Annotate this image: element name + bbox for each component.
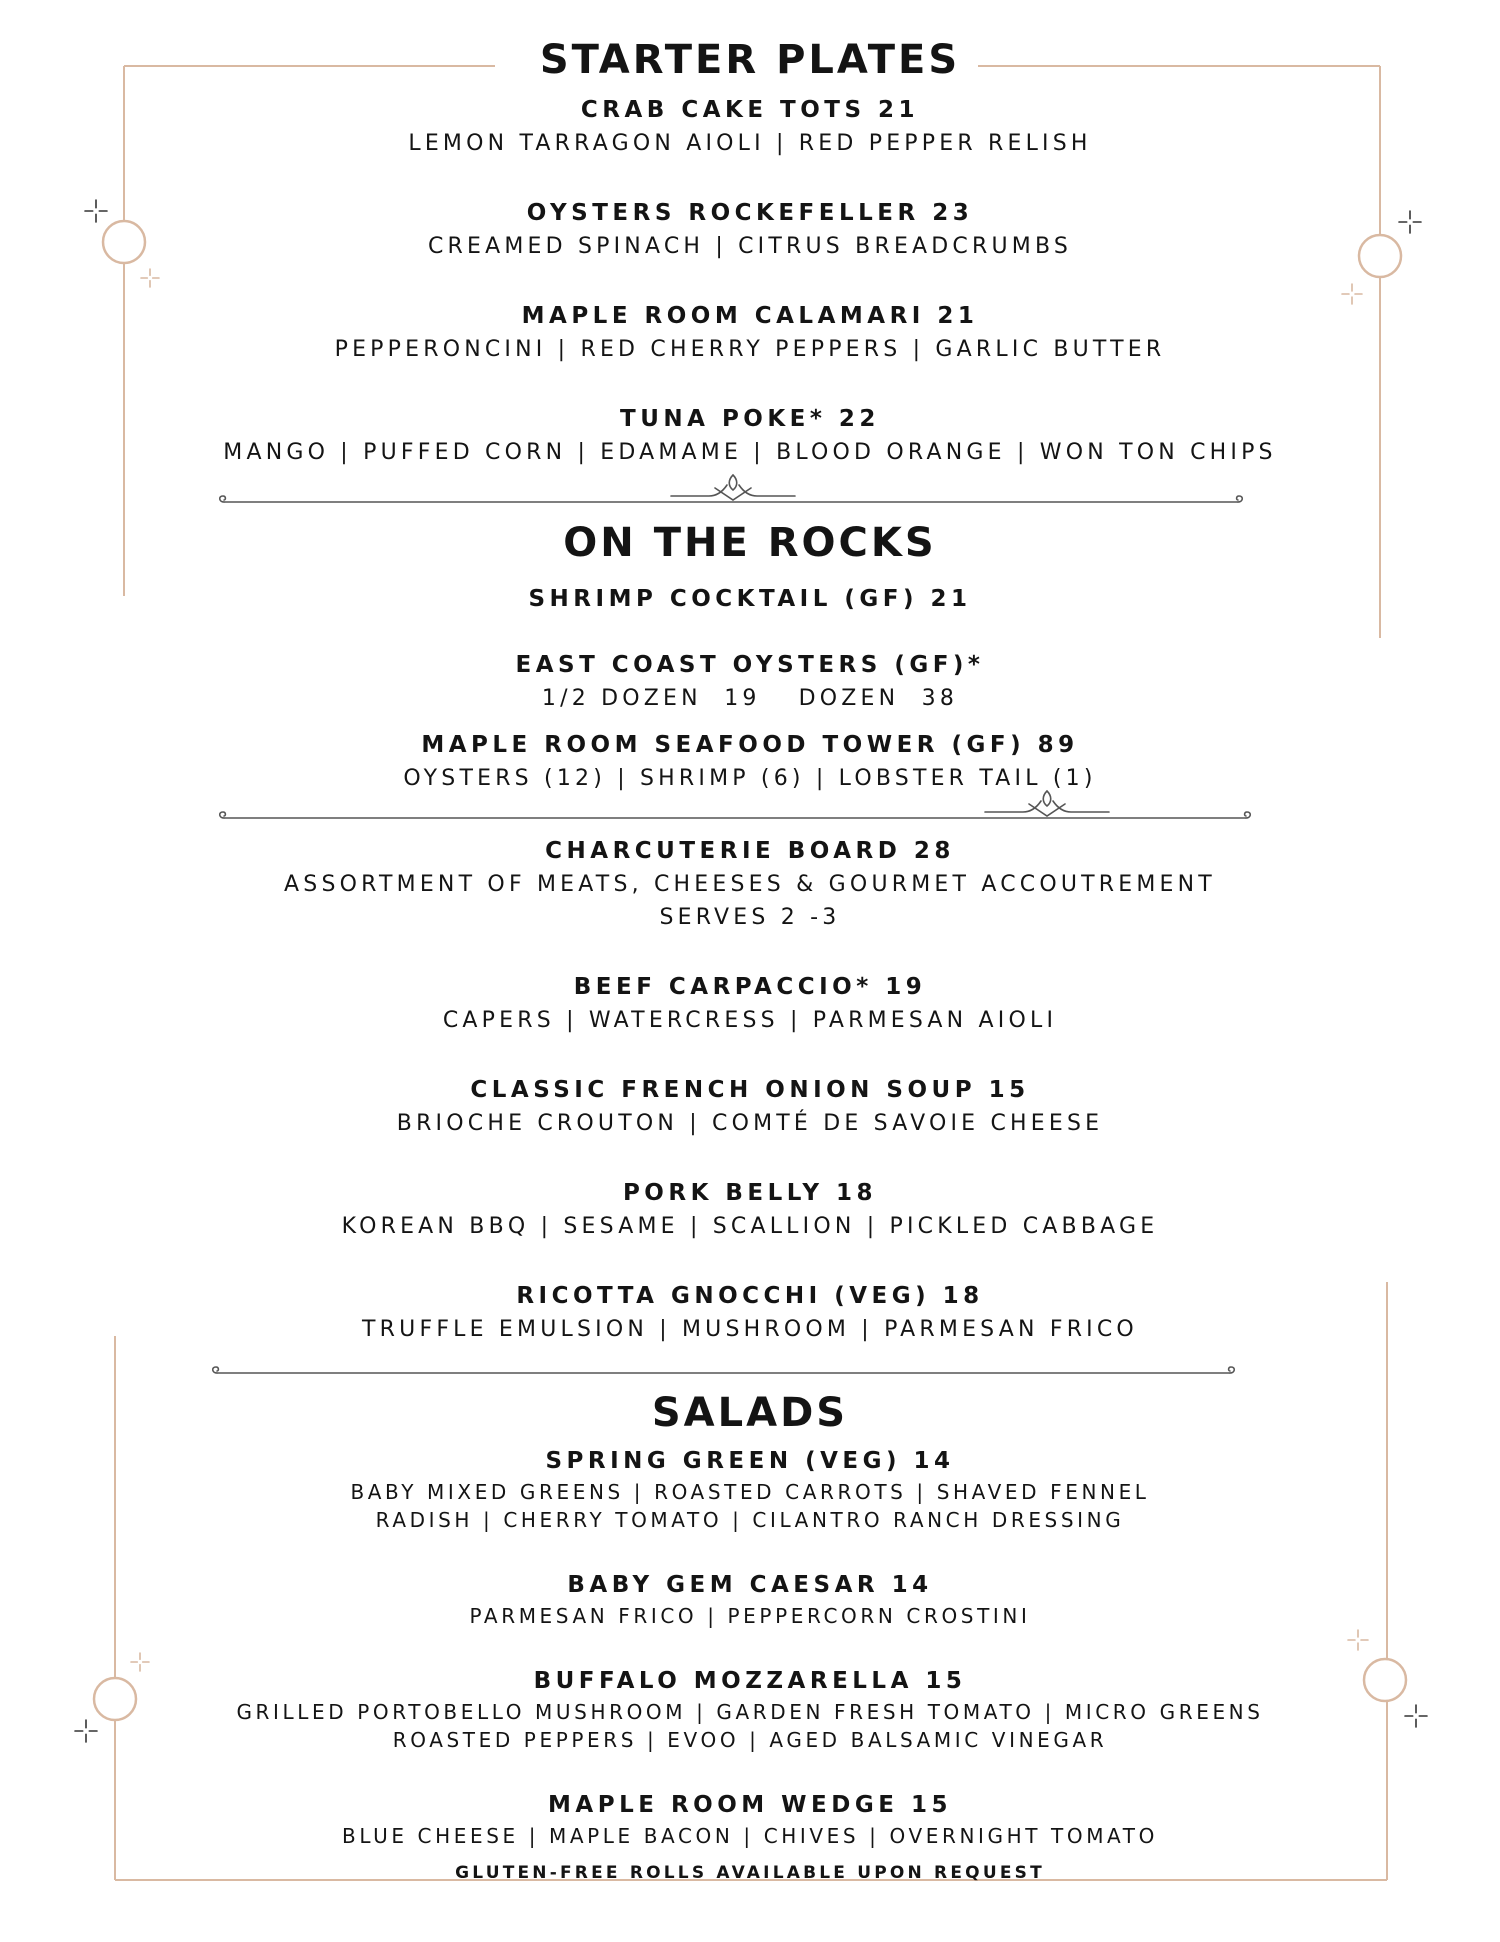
item-desc-spring-green-line2: RADISH | CHERRY TOMATO | CILANTRO RANCH DRESSING (375, 1508, 1125, 1532)
item-name-ricotta-gnocchi: RICOTTA GNOCCHI (VEG) 18 (516, 1283, 984, 1309)
item-name-oysters-rockefeller: OYSTERS ROCKEFELLER 23 (526, 200, 974, 226)
item-desc-crab-cake-tots: LEMON TARRAGON AIOLI | RED PEPPER RELISH (408, 131, 1092, 156)
item-desc-ricotta-gnocchi: TRUFFLE EMULSION | MUSHROOM | PARMESAN FRICO (362, 1317, 1138, 1342)
item-name-french-onion-soup: CLASSIC FRENCH ONION SOUP 15 (470, 1077, 1030, 1103)
item-name-beef-carpaccio: BEEF CARPACCIO* 19 (573, 974, 927, 1000)
item-name-pork-belly: PORK BELLY 18 (622, 1180, 878, 1206)
item-name-tuna-poke: TUNA POKE* 22 (620, 406, 880, 432)
item-name-maple-room-wedge: MAPLE ROOM WEDGE 15 (548, 1792, 952, 1818)
item-name-baby-gem-caesar: BABY GEM CAESAR 14 (567, 1572, 933, 1598)
item-desc-maple-room-calamari: PEPPERONCINI | RED CHERRY PEPPERS | GARLIC BUTTER (334, 337, 1166, 362)
item-desc-buffalo-mozzarella-line2: ROASTED PEPPERS | EVOO | AGED BALSAMIC VINEGAR (392, 1728, 1108, 1752)
item-name-charcuterie-board: CHARCUTERIE BOARD 28 (545, 838, 955, 864)
footer-note: GLUTEN-FREE ROLLS AVAILABLE UPON REQUEST (455, 1863, 1045, 1883)
item-serves-charcuterie-board: SERVES 2 -3 (659, 905, 841, 930)
item-desc-seafood-tower: OYSTERS (12) | SHRIMP (6) | LOBSTER TAIL (1) (403, 766, 1097, 791)
item-name-crab-cake-tots: CRAB CAKE TOTS 21 (580, 97, 920, 123)
oyster-half-dozen-label: 1/2 DOZEN (541, 686, 702, 711)
item-desc-tuna-poke: MANGO | PUFFED CORN | EDAMAME | BLOOD ORANGE | WON TON CHIPS (223, 440, 1277, 465)
section-title-salads: SALADS (651, 1390, 849, 1436)
item-desc-charcuterie-board: ASSORTMENT OF MEATS, CHEESES & GOURMET ACCOUTREMENT (284, 872, 1216, 897)
item-desc-baby-gem-caesar: PARMESAN FRICO | PEPPERCORN CROSTINI (469, 1604, 1031, 1628)
item-desc-french-onion-soup: BRIOCHE CROUTON | COMTÉ DE SAVOIE CHEESE (396, 1111, 1104, 1136)
item-desc-oysters-rockefeller: CREAMED SPINACH | CITRUS BREADCRUMBS (427, 234, 1073, 259)
oyster-prices (0, 685, 1500, 713)
section-title-starter-plates: STARTER PLATES (539, 37, 961, 83)
item-desc-pork-belly: KOREAN BBQ | SESAME | SCALLION | PICKLED CABBAGE (341, 1214, 1159, 1239)
item-name-seafood-tower: MAPLE ROOM SEAFOOD TOWER (GF) 89 (421, 732, 1079, 758)
item-desc-beef-carpaccio: CAPERS | WATERCRESS | PARMESAN AIOLI (442, 1008, 1058, 1033)
item-desc-buffalo-mozzarella-line1: GRILLED PORTOBELLO MUSHROOM | GARDEN FRESH TOMATO | MICRO GREENS (236, 1700, 1264, 1724)
item-desc-spring-green-line1: BABY MIXED GREENS | ROASTED CARROTS | SHAVED FENNEL (350, 1480, 1150, 1504)
oyster-half-dozen-price: 19 (724, 686, 761, 711)
item-name-shrimp-cocktail: SHRIMP COCKTAIL (GF) 21 (528, 586, 972, 612)
item-name-maple-room-calamari: MAPLE ROOM CALAMARI 21 (521, 303, 979, 329)
item-name-spring-green: SPRING GREEN (VEG) 14 (545, 1448, 955, 1474)
oyster-dozen-price: 38 (921, 686, 959, 711)
item-name-east-coast-oysters: EAST COAST OYSTERS (GF)* (515, 652, 985, 678)
item-name-buffalo-mozzarella: BUFFALO MOZZARELLA 15 (533, 1668, 967, 1694)
oyster-dozen-label: DOZEN (798, 686, 900, 711)
item-desc-maple-room-wedge: BLUE CHEESE | MAPLE BACON | CHIVES | OVERNIGHT TOMATO (342, 1824, 1158, 1848)
section-title-on-the-rocks: ON THE ROCKS (563, 520, 937, 566)
